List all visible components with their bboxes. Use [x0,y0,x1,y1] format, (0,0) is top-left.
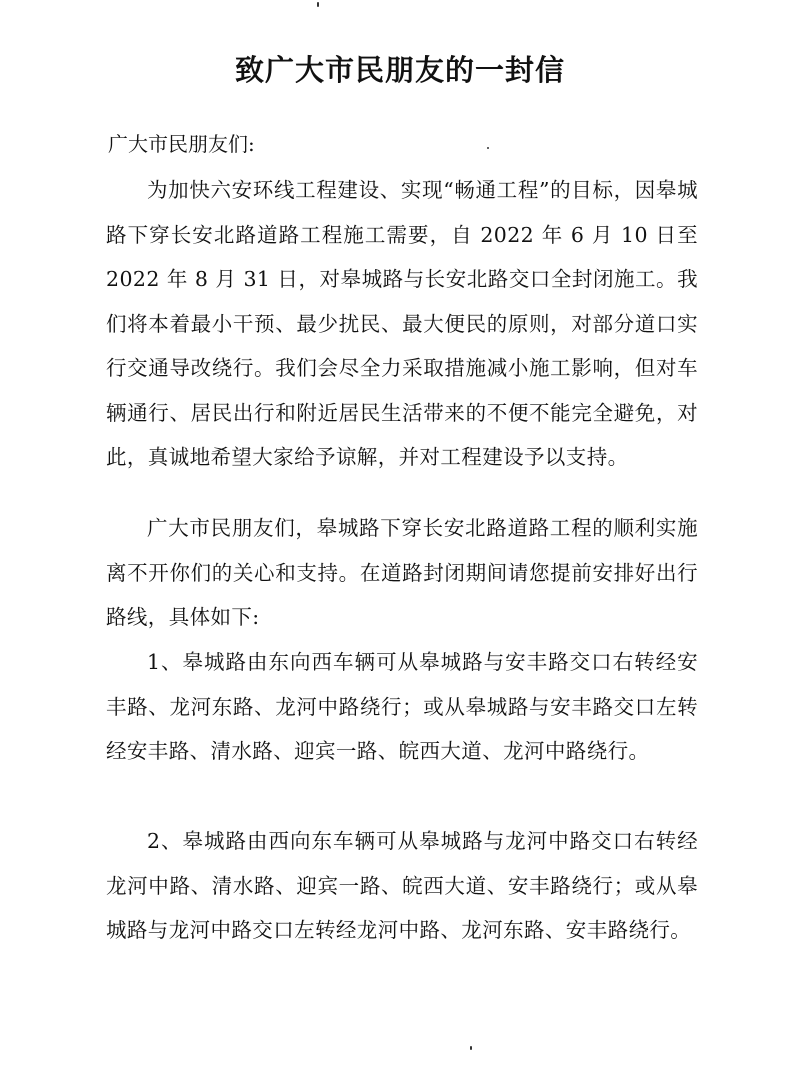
paragraph-3-route-1: 1、皋城路由东向西车辆可从皋城路与安丰路交口右转经安丰路、龙河东路、龙河中路绕行；或从皋城路与安丰路交口左转经安丰路、清水路、迎宾一路、皖西大道、龙河中路绕行。 [106,650,698,763]
paragraph-4-route-2: 2、皋城路由西向东车辆可从皋城路与龙河中路交口右转经龙河中路、清水路、迎宾一路、皖西大道、安丰路绕行；或从皋城路与龙河中路交口左转经龙河中路、龙河东路、安丰路绕行。 [106,829,698,942]
scan-speck [317,2,319,7]
scan-speck [470,1046,472,1050]
salutation: 广大市民朋友们: [108,132,255,156]
scan-speck [487,147,489,149]
letter-title: 致广大市民朋友的一封信 [234,53,565,87]
paragraph-1: 为加快六安环线工程建设、实现“畅通工程”的目标，因皋城路下穿长安北路道路工程施工需要，自 2022 年 6 月 10 日至 2022 年 8 月 31 日，对皋城路与长安北路交口全封闭施工。我们将本着最小干预、最少扰民、最大便民的原则，对部分道口实行交通导改绕行。我们会尽全力采取措施减小施工影响，但对车辆通行、居民出行和附近居民生活带来的不便不能完全避免，对此，真诚地希望大家给予谅解，并对工程建设予以支持。 [106,178,698,469]
paragraph-2: 广大市民朋友们，皋城路下穿长安北路道路工程的顺利实施离不开你们的关心和支持。在道路封闭期间请您提前安排好出行路线，具体如下: [106,516,698,629]
